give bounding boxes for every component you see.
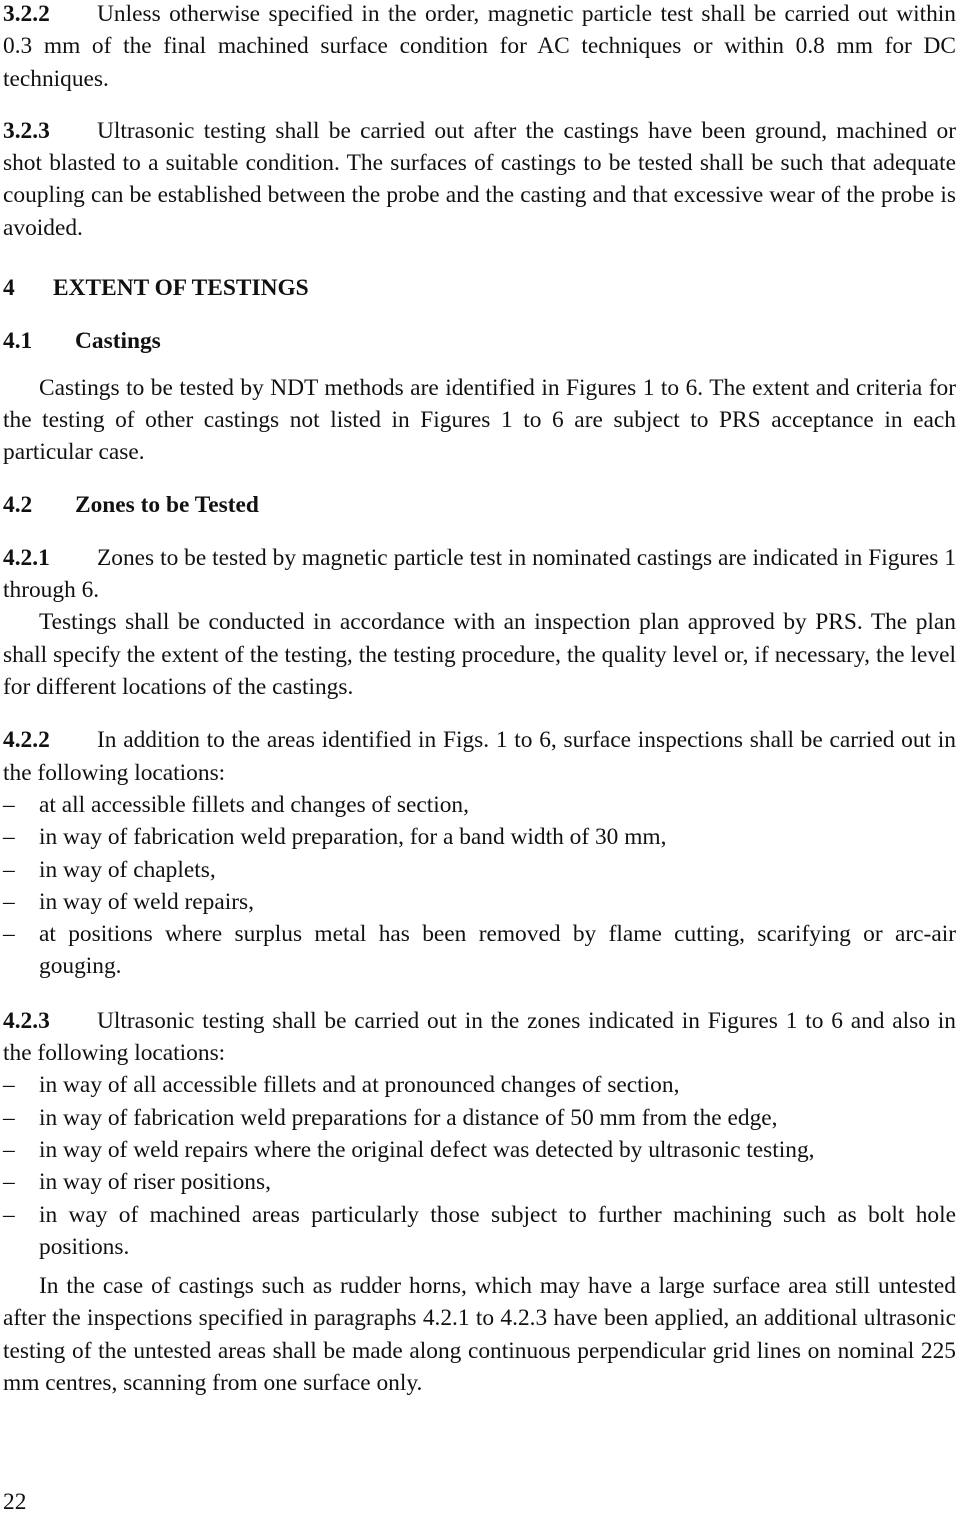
dash-marker: – (3, 856, 15, 883)
list-item: – at all accessible fillets and changes of section, (3, 789, 956, 821)
list-4-2-2 (3, 789, 956, 983)
section-number: 4 (3, 275, 15, 302)
section-heading-4 (3, 272, 956, 304)
paragraph-4-2-3: In the case of castings such as rudder horns, which may have a large surface area still untested after the inspections specified in paragraphs 4.2.1 to 4.2.3 have been applied, an additional ultrasonic testing of the untested areas shall be made along continuous perpendicular grid lines on nominal 225 mm centres, scanning from one surface only. (3, 1273, 956, 1396)
section-title: EXTENT OF TESTINGS (53, 275, 309, 302)
section-number: 4.2 (3, 491, 33, 518)
clause-text: In addition to the areas identified in Figs. 1 to 6, surface inspections shall be carried out in the following locations: (3, 727, 956, 786)
dash-marker: – (3, 1169, 15, 1196)
clause-text: Ultrasonic testing shall be carried out after the castings have been ground, machined or shot blasted to a suitable condition. The surfaces of castings to be tested shall be such that adequate coupling can be established between the probe and the casting and that excessive wear of the probe is avoided. (3, 117, 956, 241)
clause-4-2-3 (3, 1005, 956, 1070)
dash-marker: – (3, 921, 15, 948)
dash-marker: – (3, 1072, 15, 1099)
list-item: – in way of weld repairs where the original defect was detected by ultrasonic testing, (3, 1134, 956, 1166)
section-number: 4.1 (3, 328, 33, 355)
clause-4-2-2 (3, 724, 956, 789)
clause-4-2-1 (3, 542, 956, 607)
dash-marker: – (3, 791, 15, 818)
section-title: Castings (75, 328, 161, 355)
clause-text: Zones to be tested by magnetic particle test in nominated castings are indicated in Figures 1 through 6. (3, 544, 956, 604)
clause-text: Unless otherwise specified in the order, magnetic particle test shall be carried out within 0.3 mm of the final machined surface condition for AC techniques or within 0.8 mm for DC techniques. (3, 1, 956, 92)
clause-number: 4.2.1 (3, 544, 50, 571)
list-item: – in way of riser positions, (3, 1166, 956, 1198)
dash-marker: – (3, 888, 15, 915)
dash-marker: – (3, 824, 15, 851)
list-item: – in way of fabrication weld preparation, for a band width of 30 mm, (3, 821, 956, 853)
clause-3-2-3 (3, 115, 956, 244)
dash-marker: – (3, 1201, 15, 1228)
section-title: Zones to be Tested (75, 491, 259, 518)
paragraph-4-2-1: Testings shall be conducted in accordance with an inspection plan approved by PRS. The plan shall specify the extent of the testing, the testing procedure, the quality level or, if necessary, the level for different locations of the castings. (3, 609, 956, 701)
clause-number: 4.2.2 (3, 727, 50, 754)
paragraph-4-1: Castings to be tested by NDT methods are identified in Figures 1 to 6. The extent and criteria for the testing of other castings not listed in Figures 1 to 6 are subject to PRS acceptance in each particular case. (3, 374, 956, 466)
clause-number: 4.2.3 (3, 1007, 50, 1034)
page-number: 22 (3, 1489, 27, 1515)
clause-3-2-2 (3, 0, 956, 95)
list-item: – at positions where surplus metal has been removed by flame cutting, scarifying or arc-air gouging. (3, 918, 956, 983)
list-item: – in way of fabrication weld preparations for a distance of 50 mm from the edge, (3, 1102, 956, 1134)
list-item: – in way of chaplets, (3, 854, 956, 886)
clause-number: 3.2.3 (3, 117, 50, 144)
list-item: – in way of weld repairs, (3, 886, 956, 918)
clause-text: Ultrasonic testing shall be carried out in the zones indicated in Figures 1 to 6 and also in the following locations: (3, 1007, 956, 1067)
section-heading-4-2 (3, 489, 956, 521)
list-item: – in way of machined areas particularly those subject to further machining such as bolt hole positions. (3, 1199, 956, 1264)
dash-marker: – (3, 1136, 15, 1163)
document-page (3, 0, 956, 1399)
list-item: – in way of all accessible fillets and at pronounced changes of section, (3, 1069, 956, 1101)
list-4-2-3 (3, 1069, 956, 1263)
dash-marker: – (3, 1104, 15, 1131)
clause-number: 3.2.2 (3, 1, 50, 27)
section-heading-4-1 (3, 325, 956, 357)
